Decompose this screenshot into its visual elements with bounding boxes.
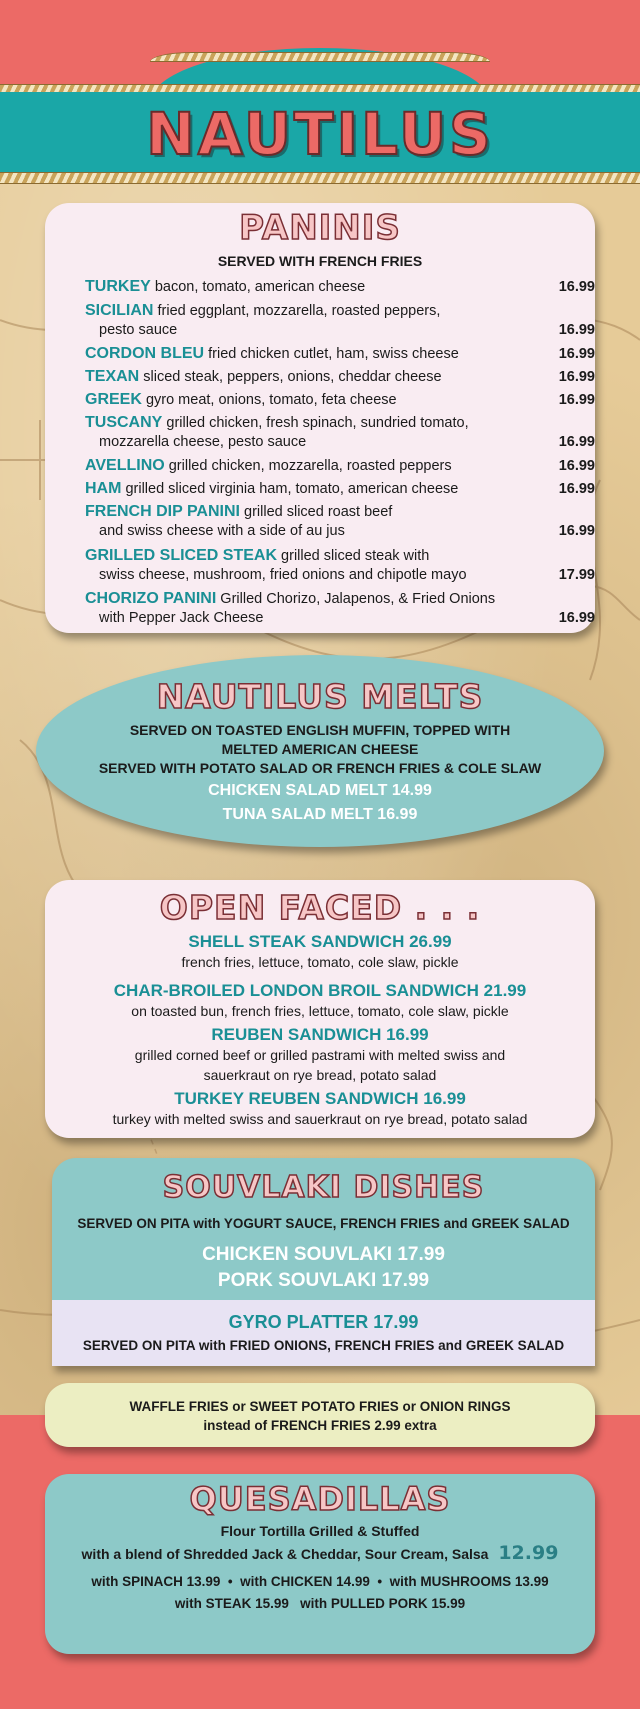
rope-border-bottom bbox=[0, 172, 640, 184]
item-desc: grilled chicken, fresh spinach, sundried tomato, bbox=[166, 415, 469, 431]
menu-item bbox=[85, 301, 595, 340]
paninis-title: PANINIS bbox=[239, 208, 401, 248]
item-name: TURKEY bbox=[85, 278, 151, 295]
open-faced-item-desc: sauerkraut on rye bread, potato salad bbox=[203, 1067, 437, 1083]
melt-item: TUNA SALAD MELT 16.99 bbox=[222, 806, 418, 823]
quesadillas-title: QUESADILLAS bbox=[189, 1480, 451, 1518]
quesadillas-options: with STEAK 15.99 with PULLED PORK 15.99 bbox=[174, 1596, 466, 1611]
souvlaki-card bbox=[52, 1158, 595, 1366]
item-price: 16.99 bbox=[558, 392, 595, 408]
melts-title: NAUTILUS MELTS bbox=[156, 677, 484, 716]
item-desc: grilled chicken, mozzarella, roasted peppers bbox=[168, 458, 452, 474]
item-desc: gyro meat, onions, tomato, feta cheese bbox=[145, 392, 397, 408]
item-desc-continued: swiss cheese, mushroom, fried onions and chipotle mayo bbox=[99, 567, 467, 583]
item-name: FRENCH DIP PANINI bbox=[85, 503, 240, 520]
melts-card bbox=[36, 655, 604, 847]
item-desc-continued: pesto sauce bbox=[99, 322, 178, 338]
melts-line: SERVED ON TOASTED ENGLISH MUFFIN, TOPPED WITH bbox=[129, 722, 511, 738]
item-desc: fried eggplant, mozzarella, roasted peppers, bbox=[157, 303, 441, 319]
open-faced-item-desc: grilled corned beef or grilled pastrami with melted swiss and bbox=[134, 1047, 506, 1063]
item-name: AVELLINO bbox=[85, 457, 165, 474]
menu-item bbox=[85, 589, 595, 628]
item-desc: bacon, tomato, american cheese bbox=[154, 279, 366, 295]
souvlaki-item: CHICKEN SOUVLAKI 17.99 bbox=[202, 1244, 445, 1265]
fries-upgrade-card bbox=[45, 1383, 595, 1447]
melts-description bbox=[36, 721, 604, 778]
open-faced-card bbox=[45, 880, 595, 1138]
item-name: SICILIAN bbox=[85, 302, 154, 319]
gyro-panel bbox=[52, 1300, 595, 1366]
restaurant-name: NAUTILUS bbox=[146, 100, 494, 168]
open-faced-item-desc: on toasted bun, french fries, lettuce, tomato, cole slaw, pickle bbox=[131, 1003, 509, 1019]
gyro-desc: SERVED ON PITA with FRIED ONIONS, FRENCH FRIES and GREEK SALAD bbox=[82, 1338, 565, 1353]
item-price: 16.99 bbox=[558, 322, 595, 338]
menu-item bbox=[85, 367, 595, 387]
item-name: GREEK bbox=[85, 391, 142, 408]
item-desc: grilled sliced roast beef bbox=[244, 504, 393, 520]
item-price: 17.99 bbox=[558, 567, 595, 583]
item-price: 16.99 bbox=[558, 434, 595, 450]
item-price: 16.99 bbox=[558, 481, 595, 497]
menu-item bbox=[85, 479, 595, 499]
quesadillas-desc-line bbox=[45, 1542, 595, 1564]
souvlaki-item: PORK SOUVLAKI 17.99 bbox=[217, 1270, 430, 1291]
item-desc: Grilled Chorizo, Jalapenos, & Fried Onions bbox=[220, 591, 496, 607]
rope-arch bbox=[150, 52, 490, 62]
fries-note-line: instead of FRENCH FRIES 2.99 extra bbox=[203, 1418, 437, 1433]
melts-line: SERVED WITH POTATO SALAD OR FRENCH FRIES & COLE SLAW bbox=[98, 760, 542, 776]
menu-item bbox=[85, 413, 595, 452]
open-faced-item-name: CHAR-BROILED LONDON BROIL SANDWICH 21.99 bbox=[113, 981, 527, 1000]
item-desc-continued: mozzarella cheese, pesto sauce bbox=[99, 434, 307, 450]
souvlaki-subtitle: SERVED ON PITA with YOGURT SAUCE, FRENCH FRIES and GREEK SALAD bbox=[77, 1216, 570, 1231]
item-name: TEXAN bbox=[85, 368, 140, 385]
quesadillas-desc: with a blend of Shredded Jack & Cheddar, Sour Cream, Salsa bbox=[81, 1546, 489, 1562]
item-price: 16.99 bbox=[558, 279, 595, 295]
item-desc: sliced steak, peppers, onions, cheddar cheese bbox=[143, 369, 442, 385]
open-faced-item-name: TURKEY REUBEN SANDWICH 16.99 bbox=[174, 1089, 466, 1108]
open-faced-item-desc: turkey with melted swiss and sauerkraut on rye bread, potato salad bbox=[112, 1111, 528, 1127]
item-price: 16.99 bbox=[558, 346, 595, 362]
quesadillas-desc: Flour Tortilla Grilled & Stuffed bbox=[220, 1523, 420, 1539]
menu-item bbox=[85, 546, 595, 585]
gyro-title: GYRO PLATTER 17.99 bbox=[228, 1312, 419, 1332]
paninis-subtitle: SERVED WITH FRENCH FRIES bbox=[217, 253, 423, 269]
item-desc: grilled sliced virginia ham, tomato, american cheese bbox=[125, 481, 459, 497]
menu-item bbox=[85, 390, 595, 410]
item-name: GRILLED SLICED STEAK bbox=[85, 547, 278, 564]
item-price: 16.99 bbox=[558, 458, 595, 474]
menu-item bbox=[85, 277, 595, 297]
item-name: TUSCANY bbox=[85, 414, 163, 431]
open-faced-item-name: REUBEN SANDWICH 16.99 bbox=[211, 1025, 429, 1044]
menu-item bbox=[85, 456, 595, 476]
item-name: CHORIZO PANINI bbox=[85, 590, 217, 607]
item-desc-continued: with Pepper Jack Cheese bbox=[99, 610, 264, 626]
melts-line: MELTED AMERICAN CHEESE bbox=[221, 741, 419, 757]
souvlaki-title: SOUVLAKI DISHES bbox=[162, 1170, 485, 1205]
quesadillas-options: with SPINACH 13.99 • with CHICKEN 14.99 • with MUSHROOMS 13.99 bbox=[91, 1574, 549, 1589]
item-price: 16.99 bbox=[558, 369, 595, 385]
menu-item bbox=[85, 344, 595, 364]
item-desc: fried chicken cutlet, ham, swiss cheese bbox=[208, 346, 459, 362]
fries-upgrade-note bbox=[45, 1397, 595, 1435]
item-name: CORDON BLEU bbox=[85, 345, 205, 362]
item-desc-continued: and swiss cheese with a side of au jus bbox=[99, 523, 345, 539]
menu-item bbox=[85, 502, 595, 541]
quesadillas-card bbox=[45, 1474, 595, 1654]
item-price: 16.99 bbox=[558, 610, 595, 626]
quesadillas-price: 12.99 bbox=[498, 1542, 559, 1564]
open-faced-title: OPEN FACED . . . bbox=[159, 888, 481, 927]
item-price: 16.99 bbox=[558, 523, 595, 539]
item-desc: grilled sliced steak with bbox=[281, 548, 430, 564]
item-name: HAM bbox=[85, 480, 122, 497]
fries-note-line: WAFFLE FRIES or SWEET POTATO FRIES or ONION RINGS bbox=[129, 1399, 511, 1414]
melt-item: CHICKEN SALAD MELT 14.99 bbox=[208, 782, 432, 799]
open-faced-item-name: SHELL STEAK SANDWICH 26.99 bbox=[188, 932, 452, 951]
open-faced-item-desc: french fries, lettuce, tomato, cole slaw, pickle bbox=[181, 954, 459, 970]
paninis-card bbox=[45, 203, 595, 633]
